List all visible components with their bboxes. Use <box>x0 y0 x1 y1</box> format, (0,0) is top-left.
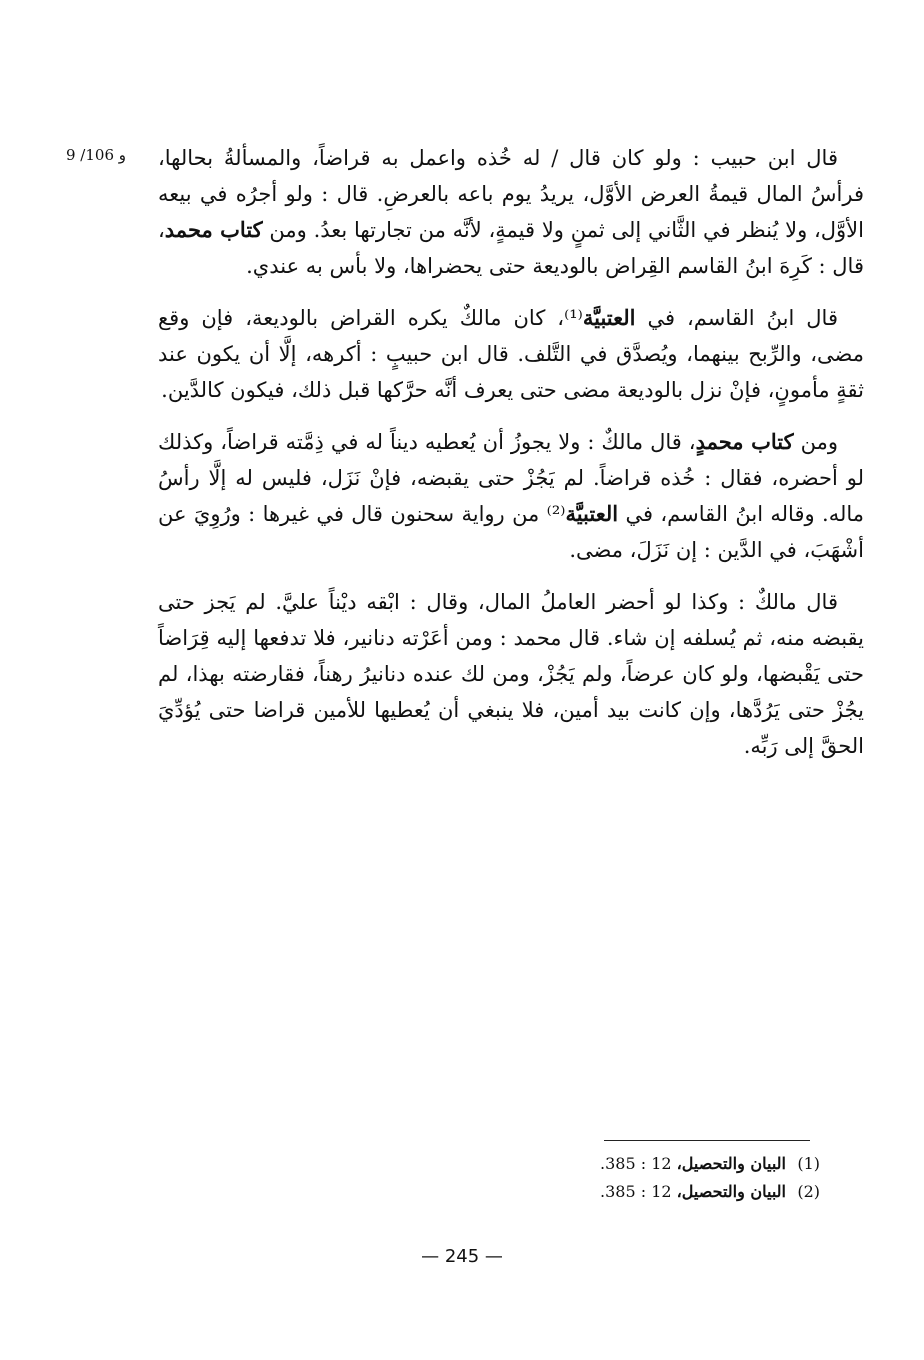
text-segment: قال مالكٌ : وكذا لو أحضر العاملُ المال، وقال : ابْقه ديْناً عليَّ. لم يَجز حتى يقبضه منه، ثم يُسلفه إن شاء. قال محمد : ومن أعَرْته دنانير، فلا تدفعها إليه قِرَاضاً حتى يَقْبضها، ولو كان عرضاً، ولم يَجُزْ، ومن لك عنده دنانيرُ رهناً، فقارضته بهذا، لم يجُزْ حتى يَرُدَّها، وإن كانت بيد أمين، فلا ينبغي أن يُعطيها للأمين قراضا حتى يُؤدِّيَ الحقَّ إلى رَبِّه. <box>158 590 864 758</box>
paragraph-1 <box>158 140 864 284</box>
text-segment: ، قال : كَرِهَ ابنُ القاسم القِراض بالوديعة حتى يحضراها، ولا بأس به عندي. <box>158 218 864 278</box>
footnote-divider <box>604 1140 810 1141</box>
book-title: كتاب محمدٍ <box>695 429 794 454</box>
footnote-number: (1) <box>797 1154 820 1173</box>
text-segment: ومن <box>793 430 839 454</box>
footnotes <box>520 1150 820 1206</box>
footnote-reference: 12 : 385. <box>599 1154 672 1173</box>
text-segment: قال ابن حبيب : ولو كان قال / له خُذه واعمل به قراضاً، والمسألةُ بحالها، فرأسُ المال قيمةُ العرض الأوَّل، يريدُ يوم باعه بالعرضِ. قال : ولو أجرُه في بيعه الأوَّل، ولا يُنظر في الثَّاني إلى ثمنٍ ولا قيمةٍ، لأنَّه من تجارتها بعدُ. ومن <box>158 146 864 242</box>
text-segment: ⁽¹⁾، كان مالكٌ يكره القراض بالوديعة، فإن وقع مضى، والرِّبح بينهما، ويُصدَّق في التَّلف. قال ابن حبيبٍ : أكرهه، إلَّا أن يكون عند ثقةٍ مأمونٍ، فإنْ نزل بالوديعة مضى حتى يعرف أنَّه حرَّكها قبل ذلك، فيكون كالدَّين. <box>158 306 864 402</box>
footnote-number: (2) <box>797 1182 820 1201</box>
text-segment: ⁽²⁾ من رواية سحنون قال في غيرها : ورُوِيَ عن أشْهَبَ، في الدَّين : إن نَزَلَ، مضى. <box>158 502 864 562</box>
book-title: العتبيَّة <box>582 305 636 330</box>
footnote-source: البيان والتحصيل، <box>676 1182 786 1201</box>
manuscript-folio-note: 9 /106 و <box>66 146 127 164</box>
main-text <box>158 140 864 780</box>
text-segment: قال ابنُ القاسم، في <box>635 306 838 330</box>
book-title: كتاب محمد <box>164 217 263 242</box>
footnote-1 <box>520 1150 820 1178</box>
page-number: — 245 — <box>421 1246 503 1267</box>
paragraph-4 <box>158 584 864 764</box>
text-segment: ، قال مالكٌ : ولا يجوزُ أن يُعطيه ديناً له في ذِمَّته قراضاً، وكذلك لو أحضره، فقال : خُذه قراضاً. لم يَجُزْ حتى يقبضه، فإنْ نَزَل، فليس له إلَّا رأسُ ماله. وقاله ابنُ القاسم، في <box>158 430 864 526</box>
paragraph-2 <box>158 300 864 408</box>
footnote-reference: 12 : 385. <box>599 1182 672 1201</box>
book-title: العتبيَّة <box>565 501 619 526</box>
paragraph-3 <box>158 424 864 568</box>
footnote-source: البيان والتحصيل، <box>676 1154 786 1173</box>
footnote-2 <box>520 1178 820 1206</box>
